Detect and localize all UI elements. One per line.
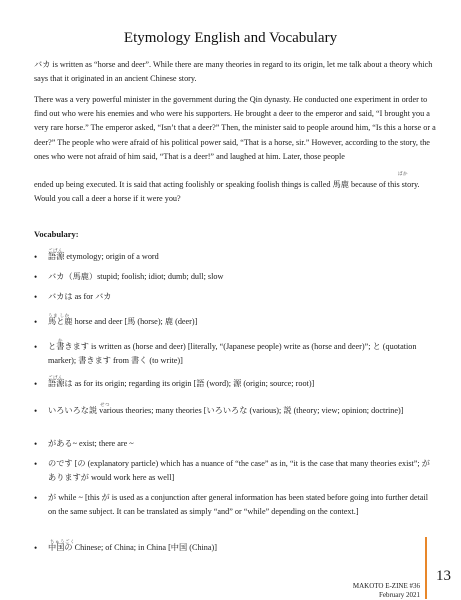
vocab-text: バカは as for バカ (48, 292, 112, 301)
bullet-icon: • (34, 252, 38, 262)
intro-paragraph: バカ is written as “horse and deer”. While there are many theories in regard to its origin, let me talk about a theory which says that it originated in an ancient Chinese story. (34, 60, 433, 84)
bullet-icon: • (34, 439, 38, 449)
bullet-icon: • (34, 272, 38, 282)
footer-divider (425, 537, 427, 599)
ruby-annotation: ちゅうごく (50, 539, 75, 544)
bullet-icon: • (34, 292, 38, 302)
vocab-text: と書きます is written as (horse and deer) [literally, “(Japanese people) write as (horse and deer)”; と (quotation marker); 書きます from 書く (to write)] (48, 342, 417, 365)
bullet-icon: • (34, 342, 38, 352)
bullet-icon: • (34, 406, 38, 416)
ruby-baka: ばか (398, 171, 408, 176)
vocab-text: がある~ exist; there are ~ (48, 439, 134, 448)
ruby-annotation: ごげん (48, 248, 63, 253)
vocab-text: が while ~ [this が is used as a conjunction after general information has been stated before going into further detail on the same subject. It can be translated as simply “and” or “while” depending on the context.] (48, 493, 429, 516)
footer-magazine: MAKOTO E-ZINE #36 (352, 582, 420, 590)
vocab-text: 語源 etymology; origin of a word (48, 252, 159, 261)
bullet-icon: • (34, 379, 38, 389)
bullet-icon: • (34, 543, 38, 553)
vocab-text: いろいろな説 various theories; many theories [いろいろな (various); 説 (theory; view; opinion; doctrine)] (48, 406, 404, 415)
bullet-icon: • (34, 493, 38, 503)
story-paragraph: There was a very powerful minister in the government during the Qin dynasty. He conducted one experiment in order to find out who were his enemies and who were his supporters. He brought a deer to the emperor and said, “I brought you a very rare horse.” The emperor asked, “Isn’t that a deer?” Then, the minister said to people around him, “Is this a horse or a deer?” The people who were afraid of his political power said, “That is a horse, sir.” However, according to the story, the ones who were not afraid of him said, “That is a deer!” and laughed at him. Later, those people (34, 95, 436, 161)
vocab-text: 馬と鹿 horse and deer [馬 (horse); 鹿 (deer)] (48, 317, 198, 326)
vocab-text: バカ（馬鹿）stupid; foolish; idiot; dumb; dull; slow (48, 272, 224, 281)
bullet-icon: • (34, 459, 38, 469)
vocab-text: 中国の Chinese; of China; in China [中国 (China)] (48, 543, 217, 552)
vocab-text: 語源は as for its origin; regarding its origin [語 (word); 源 (origin; source; root)] (48, 379, 315, 388)
ruby-annotation: うま しか (48, 313, 70, 318)
vocab-text: のです [の (explanatory particle) which has a nuance of “the case” as in, “it is the case that many theories exist”; がありますが would work here as well] (48, 459, 430, 482)
ruby-annotation: せつ (100, 402, 110, 407)
ruby-annotation: ごげん (48, 375, 63, 380)
vocabulary-heading: Vocabulary: (34, 229, 79, 239)
ruby-annotation: か (58, 338, 63, 343)
footer-date: February 2021 (378, 591, 420, 599)
page-number: 13 (436, 568, 451, 584)
bullet-icon: • (34, 317, 38, 327)
page-title: Etymology English and Vocabulary (123, 30, 338, 46)
story-paragraph-end: ended up being executed. It is said that acting foolishly or speaking foolish things is called 馬鹿 because of this story. Would you call a deer a horse if it were you? (34, 180, 420, 204)
